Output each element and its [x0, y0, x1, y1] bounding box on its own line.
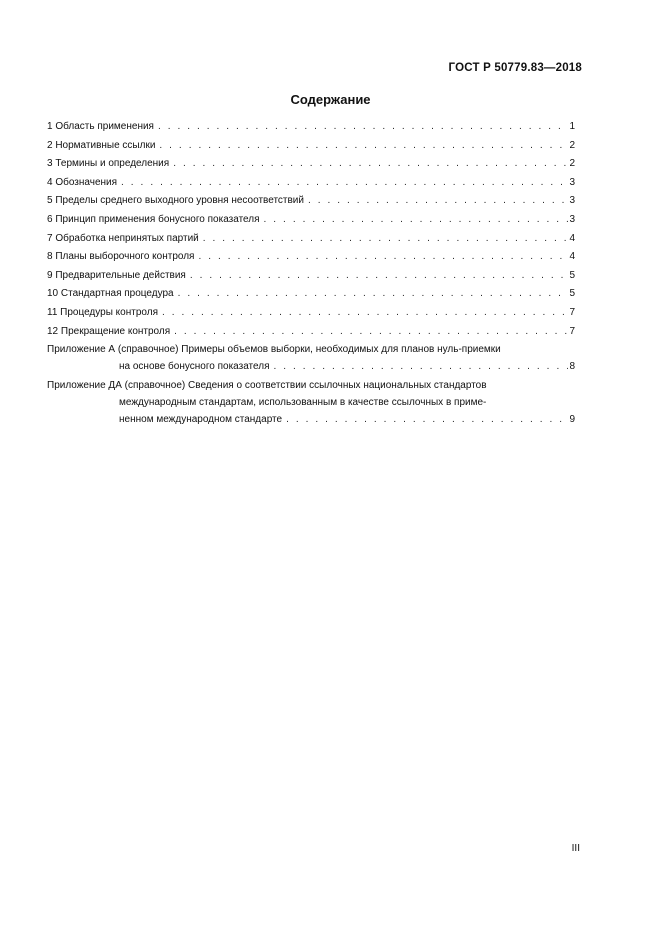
toc-entry-label: 8 Планы выборочного контроля	[47, 251, 195, 263]
appendix-da-line2: международным стандартам, использованным в качестве ссылочных в приме-	[119, 396, 487, 408]
dot-leader	[286, 414, 568, 425]
toc-entry-12[interactable]	[47, 326, 575, 345]
toc-entry-label: 6 Принцип применения бонусного показателя	[47, 213, 260, 225]
toc-entry-page: 5	[569, 288, 575, 300]
dot-leader	[162, 307, 568, 318]
dot-leader	[174, 326, 568, 337]
table-of-contents	[47, 121, 575, 432]
toc-entry-page: 5	[569, 269, 575, 281]
toc-entry-page: 4	[569, 251, 575, 263]
toc-entry-page: 9	[569, 413, 575, 425]
toc-entry-7[interactable]	[47, 233, 575, 252]
toc-entry-label: ненном международном стандарте	[119, 413, 283, 425]
toc-entry-label: 12 Прекращение контроля	[47, 325, 171, 337]
dot-leader	[198, 251, 568, 262]
toc-entry-1[interactable]	[47, 121, 575, 140]
toc-entry-label: 3 Термины и определения	[47, 158, 170, 170]
toc-entry-page: 7	[569, 306, 575, 318]
page-title: Содержание	[290, 92, 371, 107]
appendix-da-continuation	[47, 414, 575, 433]
appendix-a-continuation	[47, 361, 575, 380]
appendix-da-title: Приложение ДА (справочное) Сведения о соответствии ссылочных национальных стандартов	[47, 379, 487, 391]
toc-entry-page: 8	[569, 361, 575, 373]
toc-entry-11[interactable]	[47, 307, 575, 326]
toc-entry-2[interactable]	[47, 140, 575, 159]
toc-entry-label: 7 Обработка непринятых партий	[47, 232, 199, 244]
toc-entry-page: 3	[569, 195, 575, 207]
toc-entry-appendix-da[interactable]	[47, 380, 575, 433]
toc-entry-page: 4	[569, 232, 575, 244]
dot-leader	[274, 361, 569, 372]
document-code: ГОСТ Р 50779.83—2018	[448, 62, 582, 74]
dot-leader	[203, 233, 569, 244]
dot-leader	[173, 158, 568, 169]
toc-entry-page: 2	[569, 139, 575, 151]
toc-entry-page: 3	[569, 176, 575, 188]
toc-entry-6[interactable]	[47, 214, 575, 233]
toc-entry-page: 3	[569, 213, 575, 225]
page-number: III	[571, 843, 580, 854]
dot-leader	[308, 195, 568, 206]
toc-entry-appendix-a[interactable]	[47, 344, 575, 380]
toc-entry-label: 2 Нормативные ссылки	[47, 139, 156, 151]
toc-entry-page: 1	[569, 121, 575, 132]
dot-leader	[158, 121, 568, 132]
toc-entry-8[interactable]	[47, 251, 575, 270]
toc-entry-label: 5 Пределы среднего выходного уровня несоответствий	[47, 195, 304, 207]
toc-entry-9[interactable]	[47, 270, 575, 289]
toc-entry-10[interactable]	[47, 288, 575, 307]
toc-entry-page: 7	[569, 325, 575, 337]
appendix-a-title: Приложение А (справочное) Примеры объемов выборки, необходимых для планов нуль-приемки	[47, 344, 501, 356]
toc-entry-page: 2	[569, 158, 575, 170]
toc-entry-label: 4 Обозначения	[47, 176, 118, 188]
toc-entry-label: 9 Предварительные действия	[47, 269, 186, 281]
dot-leader	[178, 288, 569, 299]
dot-leader	[121, 177, 568, 188]
toc-entry-5[interactable]	[47, 195, 575, 214]
toc-entry-label: на основе бонусного показателя	[119, 361, 270, 373]
toc-entry-label: 10 Стандартная процедура	[47, 288, 174, 300]
dot-leader	[264, 214, 569, 225]
toc-entry-3[interactable]	[47, 158, 575, 177]
dot-leader	[159, 140, 568, 151]
dot-leader	[190, 270, 569, 281]
toc-entry-label: 1 Область применения	[47, 121, 154, 132]
toc-entry-label: 11 Процедуры контроля	[47, 306, 158, 318]
toc-entry-4[interactable]	[47, 177, 575, 196]
